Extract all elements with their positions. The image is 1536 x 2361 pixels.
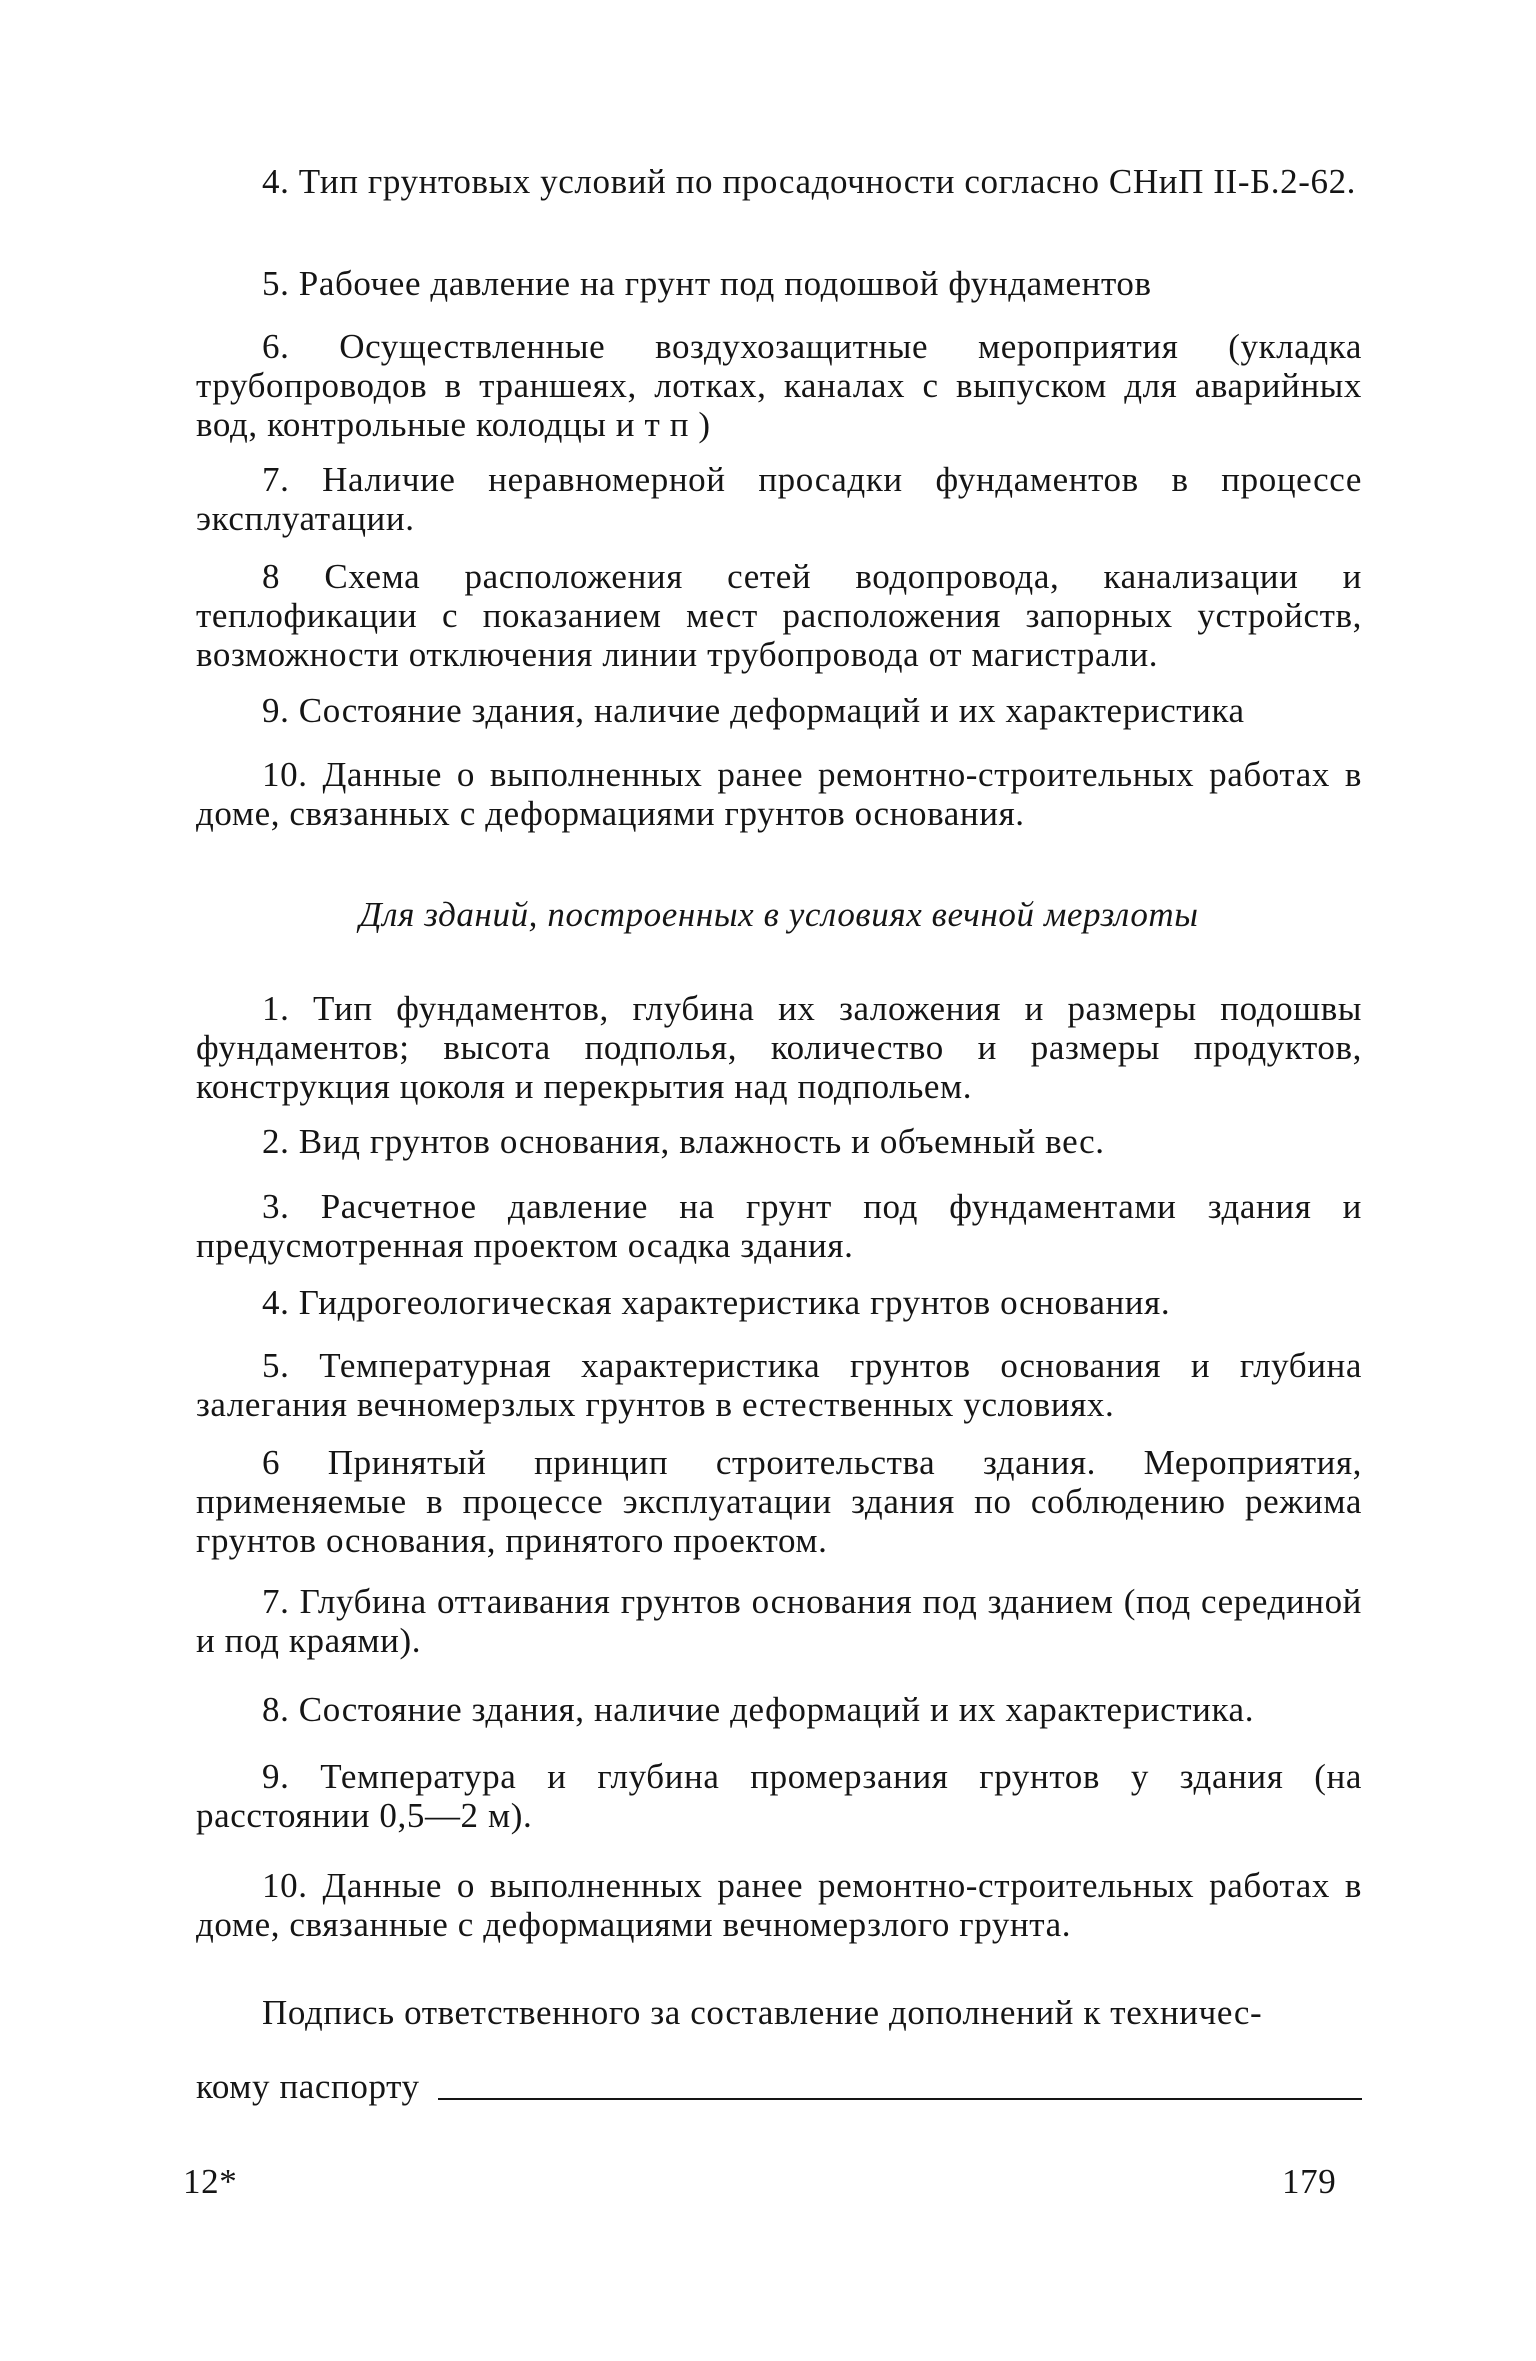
permafrost-item-10: 10. Данные о выполненных ранее ремонтно-строительных работах в доме, связанные с деформациями вечномерзлого грунта. bbox=[196, 1866, 1362, 1944]
item-9-building-condition: 9. Состояние здания, наличие деформаций и их характеристика bbox=[262, 691, 1245, 730]
permafrost-item-5: 5. Температурная характеристика грунтов основания и глубина залегания вечномерзлых грунтов в естественных условиях. bbox=[196, 1346, 1362, 1424]
item-4-soil-conditions: 4. Тип грунтовых условий по просадочности согласно СНиП II-Б.2-62. bbox=[262, 162, 1357, 201]
item-5-working-pressure: 5. Рабочее давление на грунт под подошвой фундаментов bbox=[262, 264, 1152, 303]
signature-mark: 12* bbox=[183, 2162, 238, 2201]
signature-label: кому паспорту bbox=[196, 2067, 420, 2106]
permafrost-item-7: 7. Глубина оттаивания грунтов основания под зданием (под серединой и под краями). bbox=[196, 1582, 1362, 1660]
item-8-networks-scheme: 8 Схема расположения сетей водопровода, канализации и теплофикации с показанием мест расположения запорных устройств, возможности отключения линии трубопровода от магистрали. bbox=[196, 557, 1362, 674]
permafrost-item-2: 2. Вид грунтов основания, влажность и объемный вес. bbox=[262, 1122, 1105, 1161]
permafrost-item-9: 9. Температура и глубина промерзания грунтов у здания (на расстоянии 0,5—2 м). bbox=[196, 1757, 1362, 1835]
permafrost-item-8: 8. Состояние здания, наличие деформаций и их характеристика. bbox=[262, 1690, 1255, 1729]
item-7-uneven-settlement: 7. Наличие неравномерной просадки фундаментов в процессе эксплуатации. bbox=[196, 460, 1362, 538]
permafrost-item-4: 4. Гидрогеологическая характеристика грунтов основания. bbox=[262, 1283, 1171, 1322]
permafrost-item-3: 3. Расчетное давление на грунт под фундаментами здания и предусмотренная проектом осадка здания. bbox=[196, 1187, 1362, 1265]
section-heading-permafrost: Для зданий, построенных в условиях вечной мерзлоты bbox=[359, 895, 1199, 934]
signature-line: Подпись ответственного за составление дополнений к техничес- bbox=[262, 1993, 1263, 2032]
item-6-protective-measures: 6. Осуществленные воздухозащитные мероприятия (укладка трубопроводов в траншеях, лотках, каналах с выпуском для аварийных вод, контрольные колодцы и т п ) bbox=[196, 327, 1362, 444]
page-number: 179 bbox=[1282, 2162, 1337, 2201]
permafrost-item-1: 1. Тип фундаментов, глубина их заложения и размеры подошвы фундаментов; высота подполья, количество и размеры продуктов, конструкция цоколя и перекрытия над подпольем. bbox=[196, 989, 1362, 1106]
signature-field bbox=[196, 2067, 1362, 2106]
signature-underline bbox=[438, 2098, 1362, 2100]
item-10-previous-repairs: 10. Данные о выполненных ранее ремонтно-строительных работах в доме, связанных с деформациями грунтов основания. bbox=[196, 755, 1362, 833]
permafrost-item-6: 6 Принятый принцип строительства здания. Мероприятия, применяемые в процессе эксплуатации здания по соблюдению режима грунтов основания, принятого проектом. bbox=[196, 1443, 1362, 1560]
